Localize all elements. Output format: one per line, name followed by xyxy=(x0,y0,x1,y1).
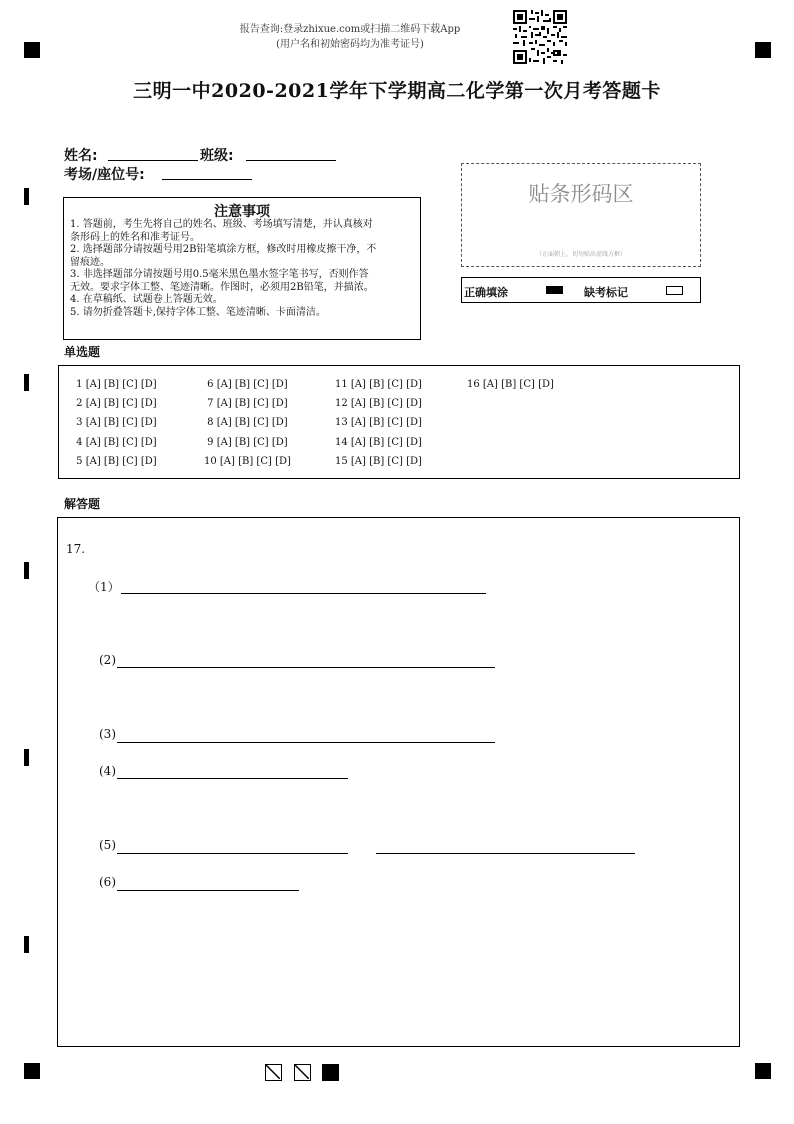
report-query-hint: 报告查询:登录zhixue.com或扫描二维码下载App xyxy=(239,24,461,35)
choice-question[interactable]: 6 [A] [B] [C] [D] xyxy=(204,379,288,390)
part-label: (3) xyxy=(99,727,116,741)
choice-column xyxy=(204,375,291,471)
side-mark xyxy=(24,374,29,391)
class-label: 班级: xyxy=(200,148,234,164)
answer-line[interactable] xyxy=(117,666,495,668)
notice-line: 5. 请勿折叠答题卡,保持字体工整、笔迹清晰、卡面清洁。 xyxy=(70,306,326,318)
correct-fill-label: 正确填涂 xyxy=(464,286,508,299)
side-mark xyxy=(24,188,29,205)
choice-question[interactable]: 11 [A] [B] [C] [D] xyxy=(335,379,422,390)
answer-box xyxy=(57,517,740,1047)
choice-question[interactable]: 13 [A] [B] [C] [D] xyxy=(335,417,422,429)
choice-question[interactable]: 2 [A] [B] [C] [D] xyxy=(73,398,157,410)
notice-line: 1. 答题前，考生先将自己的姓名、班级、考场填写清楚，并认真核对 xyxy=(70,219,373,230)
answer-section-label: 解答题 xyxy=(64,497,101,511)
part-label: （1） xyxy=(88,580,120,594)
choice-question[interactable]: 7 [A] [B] [C] [D] xyxy=(204,398,288,410)
barcode-area[interactable] xyxy=(461,163,701,267)
correct-fill-sample-icon xyxy=(546,286,563,294)
registration-mark-bottom-left xyxy=(24,1063,40,1079)
side-mark xyxy=(24,936,29,953)
registration-mark-bottom-right xyxy=(755,1063,771,1079)
choice-question[interactable]: 15 [A] [B] [C] [D] xyxy=(335,455,422,467)
choice-question[interactable]: 8 [A] [B] [C] [D] xyxy=(204,417,288,429)
answer-line[interactable] xyxy=(117,852,348,854)
notice-line: 4. 在草稿纸、试题卷上答题无效。 xyxy=(70,294,223,305)
choice-question[interactable]: 3 [A] [B] [C] [D] xyxy=(73,417,157,429)
notice-line: 条形码上的姓名和准考证号。 xyxy=(70,231,200,243)
notice-body xyxy=(70,219,414,319)
class-field[interactable] xyxy=(246,159,336,161)
part-label: (4) xyxy=(99,764,116,778)
barcode-area-hint: （正面朝上，切勿贴出虚线方框） xyxy=(535,251,626,258)
notice-line: 无效。要求字体工整、笔迹清晰。作图时，必须用2B铅笔，并描浓。 xyxy=(70,281,374,293)
choice-question[interactable]: 5 [A] [B] [C] [D] xyxy=(73,455,157,467)
side-mark xyxy=(24,562,29,579)
absent-mark-label: 缺考标记 xyxy=(584,286,628,299)
choice-column xyxy=(335,375,422,471)
notice-title: 注意事项 xyxy=(214,204,270,220)
notice-line: 留痕迹。 xyxy=(70,256,110,268)
part-label: (2) xyxy=(99,653,116,667)
name-label: 姓名: xyxy=(64,148,98,164)
choice-question[interactable]: 4 [A] [B] [C] [D] xyxy=(73,436,157,448)
seat-label: 考场/座位号: xyxy=(64,167,145,183)
page-title: 三明一中2020-2021学年下学期高二化学第一次月考答题卡 xyxy=(133,80,661,102)
choice-question[interactable]: 10 [A] [B] [C] [D] xyxy=(204,455,291,467)
absent-mark-checkbox[interactable] xyxy=(666,286,683,295)
answer-line[interactable] xyxy=(117,889,299,891)
notice-line: 3. 非选择题部分请按题号用0.5毫米黑色墨水签字笔书写，否则作答 xyxy=(70,269,369,280)
name-field[interactable] xyxy=(108,159,198,161)
question-number: 17. xyxy=(66,542,86,556)
timing-mark-slash-icon xyxy=(265,1064,282,1081)
answer-line[interactable] xyxy=(117,741,495,743)
choice-question[interactable]: 1 [A] [B] [C] [D] xyxy=(73,379,157,390)
choice-question[interactable]: 12 [A] [B] [C] [D] xyxy=(335,398,422,410)
qr-code-icon xyxy=(513,10,567,64)
notice-box xyxy=(63,197,421,340)
notice-line: 2. 选择题部分请按题号用2B铅笔填涂方框，修改时用橡皮擦干净，不 xyxy=(70,244,377,255)
fill-legend xyxy=(461,277,701,303)
part-label: (6) xyxy=(99,875,116,889)
choice-column xyxy=(467,375,554,394)
timing-mark-filled-icon xyxy=(322,1064,339,1081)
seat-field[interactable] xyxy=(162,178,252,180)
choice-question[interactable]: 16 [A] [B] [C] [D] xyxy=(467,379,554,390)
answer-line[interactable] xyxy=(121,592,486,594)
part-label: (5) xyxy=(99,838,116,852)
single-choice-label: 单选题 xyxy=(64,345,101,359)
answer-line[interactable] xyxy=(376,852,635,854)
registration-mark-top-right xyxy=(755,42,771,58)
timing-mark-slash-icon xyxy=(294,1064,311,1081)
choice-question[interactable]: 9 [A] [B] [C] [D] xyxy=(204,436,288,448)
answer-line[interactable] xyxy=(117,777,348,779)
login-hint: (用户名和初始密码均为准考证号) xyxy=(276,39,424,50)
side-mark xyxy=(24,749,29,766)
choice-column xyxy=(73,375,157,471)
barcode-area-title: 贴条形码区 xyxy=(528,182,634,206)
single-choice-box xyxy=(58,365,740,479)
choice-question[interactable]: 14 [A] [B] [C] [D] xyxy=(335,436,422,448)
